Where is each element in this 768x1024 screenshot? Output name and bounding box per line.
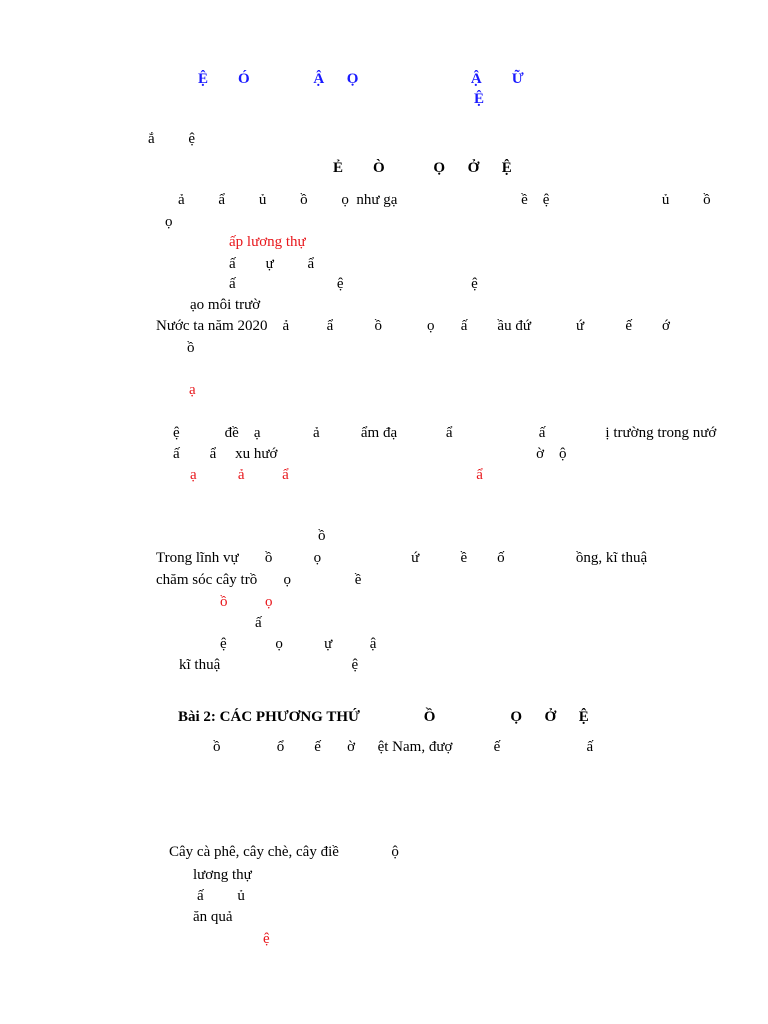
highlight-text: ấp lương thự [229,234,306,250]
text-line: Trong lĩnh vự ồ ọ ứ ề ố ồng, kĩ thuậ [156,550,648,566]
highlight-text: ạ [189,382,196,398]
text-line: ệ đề ạ ả ẩm đạ ẩ ấ ị trường trong nướ [173,425,717,441]
text-line: ạo môi trườ [190,297,261,313]
text-line: Nước ta năm 2020 ả ẩ ồ ọ ấ ầu đứ ứ ế ớ [156,318,670,334]
text-line: lương thự [193,867,252,883]
text-line: ả ẩ ủ ồ ọ như gạ ề ệ ủ ồ [178,192,711,208]
text-line: ấ ủ [197,888,245,904]
document-title-line-2: Ệ [474,91,485,107]
text-line: ấ ự ẩ [229,256,315,272]
text-line: ồ ổ ế ờ ệt Nam, đượ ế ấ [213,739,594,755]
text-line: ệ ọ ự ậ [220,636,377,652]
text-line: Cây cà phê, cây chè, cây điề ộ [169,844,399,860]
text-line: ấ [255,615,262,631]
text-line: ấ ệ ệ [229,276,478,292]
text-line: ắ ệ [148,131,196,147]
document-title-line-1: Ệ Ó Ậ Ọ Ậ Ữ [198,71,524,87]
text-line: ồ [187,340,195,356]
text-line: ấ ẩ xu hướ ờ ộ [173,446,567,462]
highlight-text: ồ ọ [220,594,273,610]
text-line: chăm sóc cây trồ ọ ề [156,572,362,588]
text-line: ọ [165,214,173,230]
section-heading: Bài 2: CÁC PHƯƠNG THỨ Ồ Ọ Ở Ệ [178,709,589,725]
text-line: ồ [318,528,326,544]
text-line: kĩ thuậ ệ [179,657,359,673]
highlight-text: ệ [263,931,270,947]
text-line: ăn quả [193,909,233,925]
highlight-text: ạ ả ẩ ẩ [190,467,483,483]
section-heading: Ẻ Ò Ọ Ở Ệ [333,160,512,176]
